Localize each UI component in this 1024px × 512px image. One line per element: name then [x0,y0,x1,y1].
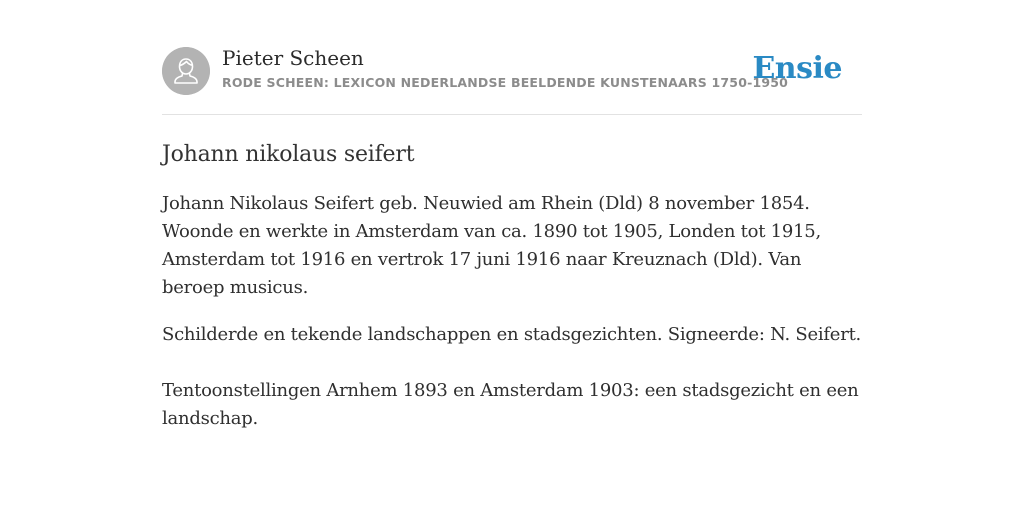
source-title[interactable]: RODE SCHEEN: LEXICON NEDERLANDSE BEELDENDE KUNSTENAARS 1750-1950 [222,75,789,90]
entry-card [162,0,862,433]
entry-paragraph: Tentoonstellingen Arnhem 1893 en Amsterdam 1903: een stadsgezicht en een landschap. [162,380,859,429]
entry-paragraph: Schilderde en tekende landschappen en stadsgezichten. Signeerde: N. Seifert. [162,324,862,345]
entry-paragraph: Johann Nikolaus Seifert geb. Neuwied am Rhein (Dld) 8 november 1854. Woonde en werkte in Amsterdam van ca. 1890 tot 1905, Londen tot 1915, Amsterdam tot 1916 en vertrok 17 juni 1916 naar Kreuznach (Dld). Van beroep musicus. [162,193,821,298]
user-silhouette-icon [162,47,210,95]
ensie-logo[interactable]: Ensie [752,51,842,86]
entry-title: Johann nikolaus seifert [162,142,415,167]
entry-header [162,0,862,115]
entry-body [162,190,862,433]
author-name[interactable]: Pieter Scheen [222,46,364,70]
